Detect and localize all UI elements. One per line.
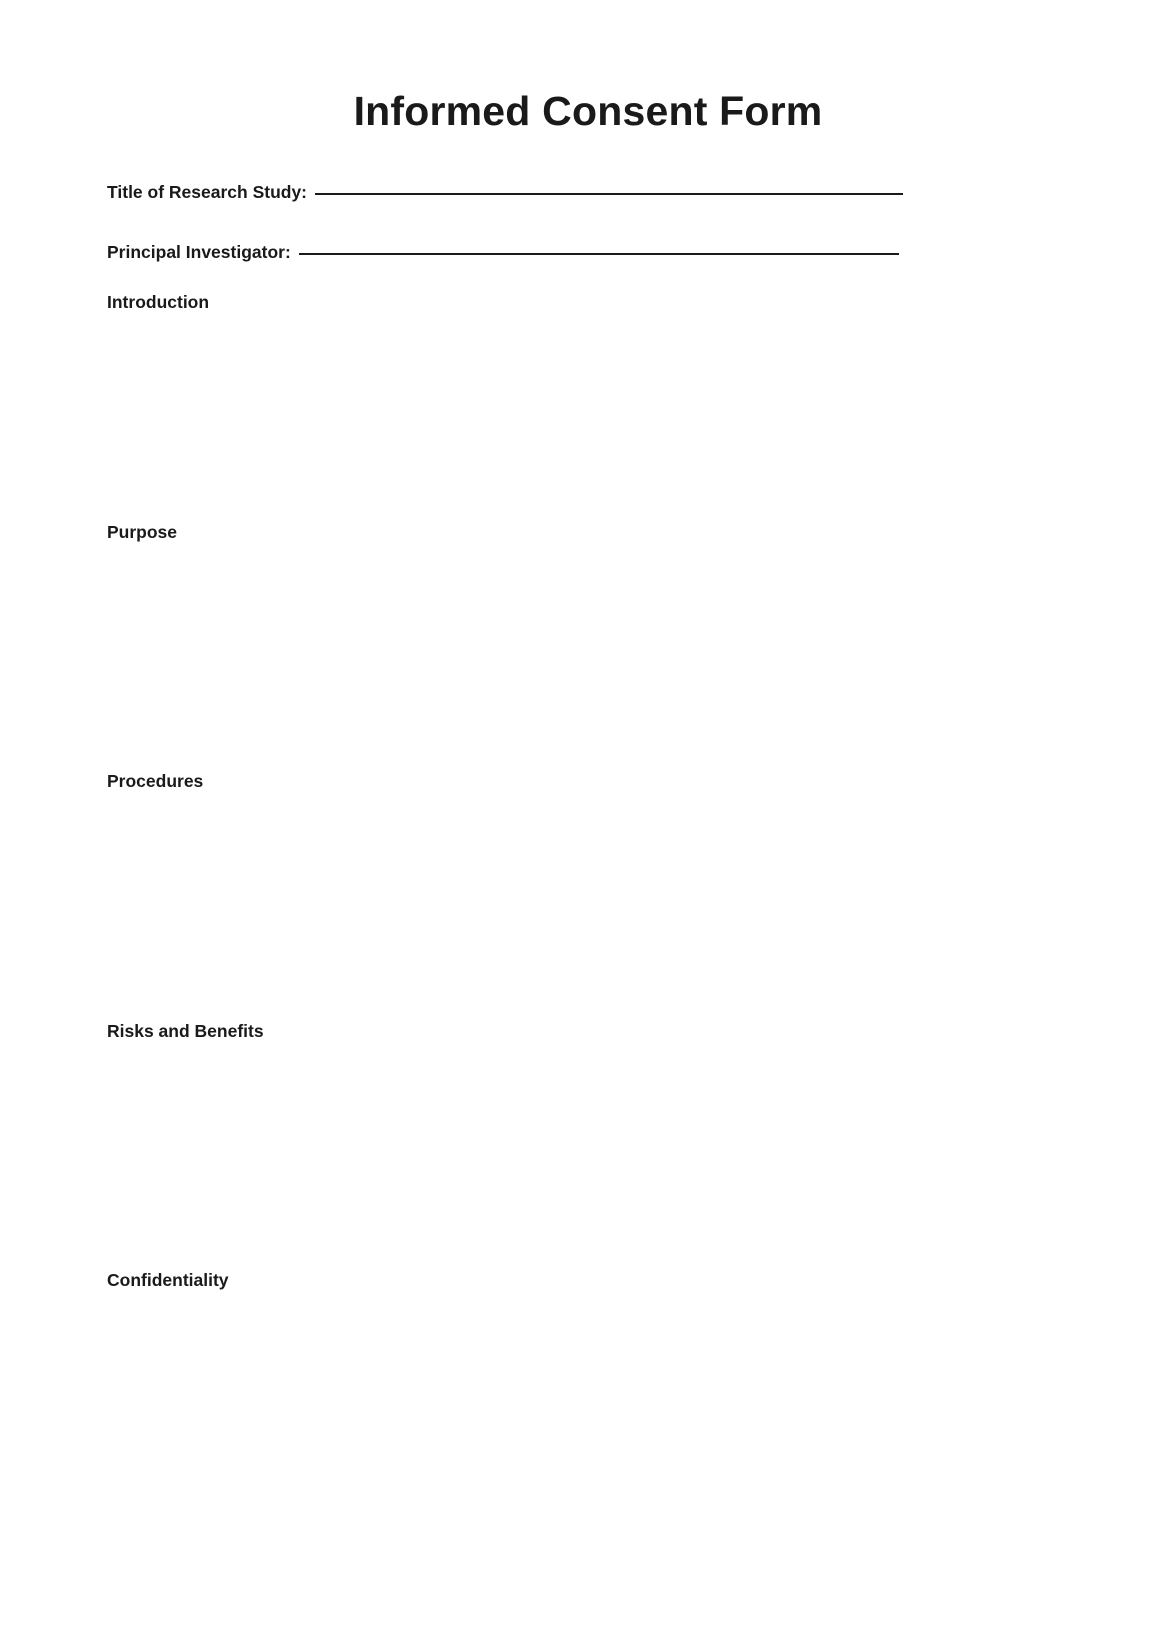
section-heading-confidentiality: Confidentiality — [107, 1270, 229, 1290]
section-heading-procedures: Procedures — [107, 771, 204, 791]
page-title: Informed Consent Form — [353, 88, 823, 134]
field-label-title-of-research-study: Title of Research Study: — [107, 182, 308, 202]
section-heading-risks-and-benefits: Risks and Benefits — [107, 1021, 264, 1041]
field-principal-investigator — [107, 242, 899, 263]
field-title-of-research-study — [107, 182, 903, 203]
section-heading-introduction: Introduction — [107, 292, 210, 312]
section-heading-purpose: Purpose — [107, 522, 178, 542]
field-label-principal-investigator: Principal Investigator: — [107, 242, 291, 262]
field-input-principal-investigator[interactable] — [299, 253, 899, 255]
field-input-title-of-research-study[interactable] — [315, 193, 903, 195]
